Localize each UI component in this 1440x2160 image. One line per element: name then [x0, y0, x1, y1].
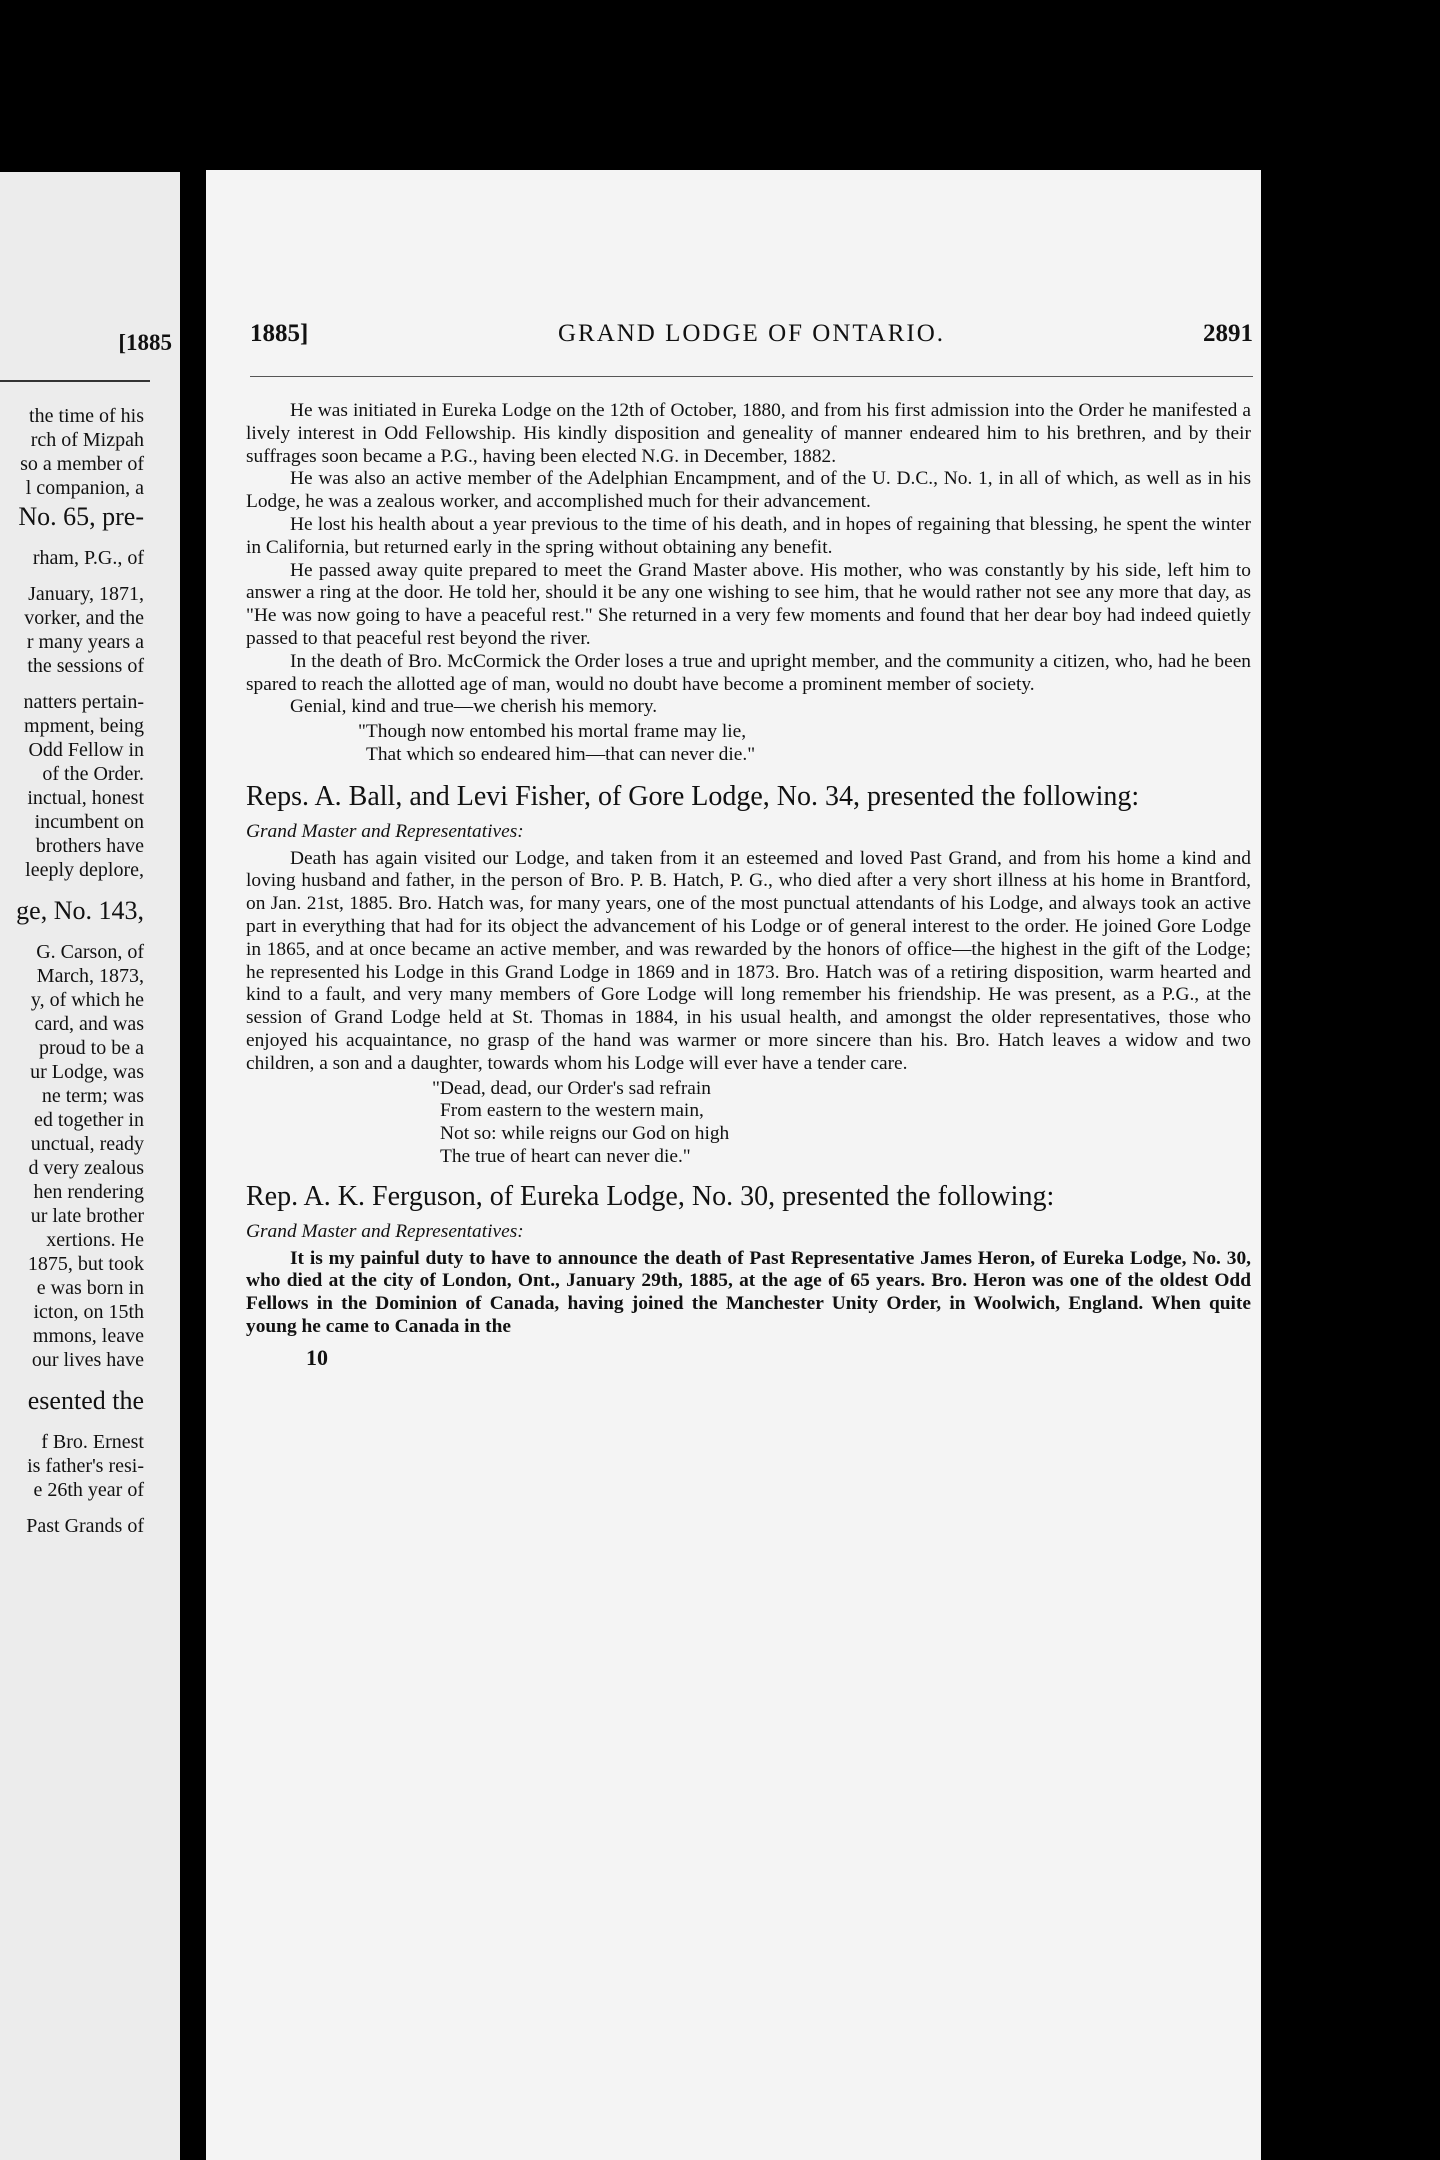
body-text [246, 400, 1251, 1369]
page-number: 2891 [1203, 320, 1253, 347]
previous-page-line: proud to be a [39, 1037, 144, 1059]
previous-page-line: ne term; was [41, 1085, 144, 1107]
section-heading: Rep. A. K. Ferguson, of Eureka Lodge, No. 30, presented the following: [246, 1180, 1055, 1212]
previous-page-line: vorker, and the [24, 607, 144, 629]
previous-page-line: March, 1873, [36, 965, 144, 987]
previous-page-line: ur late brother [30, 1205, 144, 1227]
previous-page-line: esented the [27, 1386, 144, 1415]
previous-page-line: so a member of [20, 453, 144, 475]
header-rule [250, 376, 1253, 377]
previous-page-line: the time of his [29, 405, 144, 427]
section-heading: Reps. A. Ball, and Levi Fisher, of Gore Lodge, No. 34, presented the following: [246, 780, 1140, 812]
verse-line: That which so endeared him—that can never die." [366, 743, 756, 765]
previous-page-line: January, 1871, [28, 583, 144, 605]
previous-page-line: 1875, but took [27, 1253, 144, 1275]
section-address: Grand Master and Representatives: [246, 820, 524, 842]
verse-line: The true of heart can never die." [440, 1145, 691, 1167]
paragraph: He passed away quite prepared to meet the Grand Master above. His mother, who was constantly by his side, left him to answer a ring at the door. He told her, should it be any one wishing to see him, that he would rather not see any more that day, as "He was now going to have a peaceful rest." She returned in a very few moments and found that her dear boy had indeed quietly passed to that peaceful rest beyond the river. [246, 559, 1251, 649]
previous-page-line: e 26th year of [33, 1479, 144, 1501]
previous-page-line: of the Order. [42, 763, 144, 785]
previous-page-line: card, and was [34, 1013, 144, 1035]
paragraph: He lost his health about a year previous to the time of his death, and in hopes of regaining that blessing, he spent the winter in California, but returned early in the spring without obtaining any benefit. [246, 513, 1251, 558]
verse-line: "Though now entombed his mortal frame may lie, [358, 721, 747, 743]
previous-page-line: inctual, honest [27, 787, 144, 809]
paragraph: Genial, kind and true—we cherish his memory. [290, 696, 658, 718]
previous-page-line: G. Carson, of [36, 941, 144, 963]
folio-signature: 10 [306, 1344, 328, 1370]
previous-page-line: d very zealous [28, 1157, 144, 1179]
paragraph: He was initiated in Eureka Lodge on the 12th of October, 1880, and from his first admission into the Order he manifested a lively interest in Odd Fellowship. His kindly disposition and geneality of manner endeared him to his brethren, and by their suffrages soon became a P.G., having been elected N.G. in December, 1882. [246, 400, 1251, 467]
previous-page-line: ge, No. 143, [16, 896, 144, 925]
previous-page-line: y, of which he [30, 989, 144, 1011]
previous-page-line: leeply deplore, [25, 859, 144, 881]
paragraph: It is my painful duty to have to announce the death of Past Representative James Heron, of Eureka Lodge, No. 30, who died at the city of London, Ont., January 29th, 1885, at the age of 65 years. Bro. Heron was one of the oldest Odd Fellows in the Dominion of Canada, having joined the Manchester Unity Order, in Woolwich, England. When quite young he came to Canada in the [246, 1247, 1251, 1337]
paragraph: In the death of Bro. McCormick the Order loses a true and upright member, and the community a citizen, who, had he been spared to reach the allotted age of man, would no doubt have become a prominent member of society. [246, 650, 1251, 695]
previous-page-line: ur Lodge, was [30, 1061, 144, 1083]
previous-page-line: Past Grands of [26, 1515, 144, 1537]
previous-page-line: mpment, being [24, 715, 144, 737]
previous-page-line: the sessions of [27, 655, 144, 677]
section-address: Grand Master and Representatives: [246, 1220, 524, 1242]
page [206, 170, 1261, 2160]
previous-page-line: No. 65, pre- [18, 502, 144, 531]
previous-page-line: hen rendering [33, 1181, 144, 1203]
previous-page-line: l companion, a [25, 477, 144, 499]
previous-page-line: unctual, ready [30, 1133, 144, 1155]
verse-line: "Dead, dead, our Order's sad refrain [432, 1077, 711, 1099]
verse [246, 721, 1251, 767]
paragraph: He was also an active member of the Adelphian Encampment, and of the U. D.C., No. 1, in all of which, as well as in his Lodge, he was a zealous worker, and accomplished much for their advancement. [246, 468, 1251, 513]
paragraph: Death has again visited our Lodge, and taken from it an esteemed and loved Past Grand, and from his home a kind and loving husband and father, in the person of Bro. P. B. Hatch, P. G., who died after a very short illness at his home in Brantford, on Jan. 21st, 1885. Bro. Hatch was, for many years, one of the most punctual attendants of his Lodge, and always took an active part in everything that had for its object the advancement of his Lodge or of general interest to the order. He joined Gore Lodge in 1865, and at once became an active member, and was rewarded by the honors of office—the highest in the gift of the Lodge; he represented his Lodge in this Grand Lodge in 1869 and in 1873. Bro. Hatch was of a retiring disposition, warm hearted and kind to a fault, and very many members of Gore Lodge will long remember his friendship. He was present, as a P.G., at the session of Grand Lodge held at St. Thomas in 1884, in his usual health, and amongst the older representatives, those who enjoyed his acquaintance, no grasp of the hand was warmer or more sincere than his. Bro. Hatch leaves a widow and two children, a son and a daughter, towards whom his Lodge will ever have a tender care. [246, 847, 1251, 1074]
previous-page-line: rch of Mizpah [30, 429, 144, 451]
section-ball-fisher [246, 781, 1251, 1169]
running-head [250, 320, 1253, 354]
previous-page-line: f Bro. Ernest [41, 1431, 144, 1453]
previous-page-rule [0, 380, 150, 382]
previous-page-line: brothers have [35, 835, 144, 857]
previous-page-line: incumbent on [34, 811, 144, 833]
running-head-title: GRAND LODGE OF ONTARIO. [557, 320, 946, 347]
section-ferguson [246, 1181, 1251, 1339]
verse-line: Not so: while reigns our God on high [440, 1123, 730, 1145]
previous-page-line: xertions. He [46, 1229, 144, 1251]
verse-line: From eastern to the western main, [440, 1100, 704, 1122]
previous-page-line: Odd Fellow in [28, 739, 144, 761]
previous-page-line: is father's resi- [27, 1455, 144, 1477]
previous-page-text [0, 404, 144, 1538]
obituary-mccormick [246, 400, 1251, 767]
previous-page-line: our lives have [31, 1349, 144, 1371]
running-head-year: 1885] [250, 320, 309, 347]
previous-page-running-head: [1885 [118, 330, 172, 355]
previous-page-line: e was born in [36, 1277, 144, 1299]
previous-page-line: rham, P.G., of [32, 547, 144, 569]
previous-page-line: r many years a [26, 631, 144, 653]
previous-page-line: icton, on 15th [33, 1301, 144, 1323]
previous-page-fragment [0, 172, 180, 2160]
verse [246, 1078, 1251, 1169]
previous-page-line: ed together in [34, 1109, 144, 1131]
previous-page-line: natters pertain- [23, 691, 144, 713]
previous-page-line: mmons, leave [32, 1325, 144, 1347]
